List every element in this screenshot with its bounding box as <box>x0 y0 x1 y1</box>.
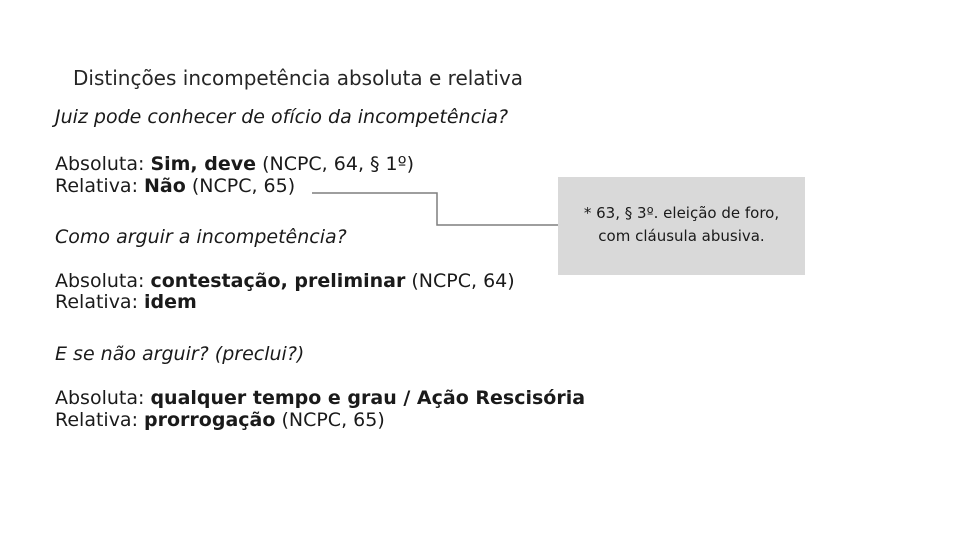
answer-relative-preclusion <box>55 409 385 431</box>
note-line-1: * 63, § 3º. eleição de foro, <box>583 204 780 222</box>
label: Absoluta: <box>55 153 151 175</box>
bold-text: idem <box>144 291 197 313</box>
reference: (NCPC, 64) <box>405 270 515 292</box>
bold-text: prorrogação <box>144 409 276 431</box>
answer-absolute-preclusion <box>55 387 585 409</box>
answer-absolute-ex-officio <box>55 153 414 175</box>
slide-title: Distinções incompetência absoluta e relativa <box>73 66 524 90</box>
label: Absoluta: <box>55 270 151 292</box>
question-how-to-argue: Como arguir a incompetência? <box>55 226 347 248</box>
reference: (NCPC, 64, § 1º) <box>256 153 415 175</box>
question-preclusion: E se não arguir? (preclui?) <box>55 343 305 365</box>
reference: (NCPC, 65) <box>185 175 296 197</box>
answer-relative-argue <box>55 291 197 313</box>
label: Relativa: <box>55 175 145 197</box>
answer-relative-ex-officio <box>55 175 295 197</box>
reference: (NCPC, 65) <box>275 409 385 431</box>
label: Absoluta: <box>55 387 151 409</box>
label: Relativa: <box>55 409 145 431</box>
label: Relativa: <box>55 291 145 313</box>
bold-text: contestação, preliminar <box>150 270 406 292</box>
note-line-2: com cláusula abusiva. <box>598 227 765 245</box>
question-ex-officio: Juiz pode conhecer de ofício da incompetência? <box>55 106 509 128</box>
bold-text: Não <box>144 175 186 197</box>
answer-absolute-argue <box>55 270 515 292</box>
bold-text: qualquer tempo e grau / Ação Rescisória <box>150 387 586 409</box>
note-box <box>558 177 805 275</box>
bold-text: Sim, deve <box>150 153 257 175</box>
